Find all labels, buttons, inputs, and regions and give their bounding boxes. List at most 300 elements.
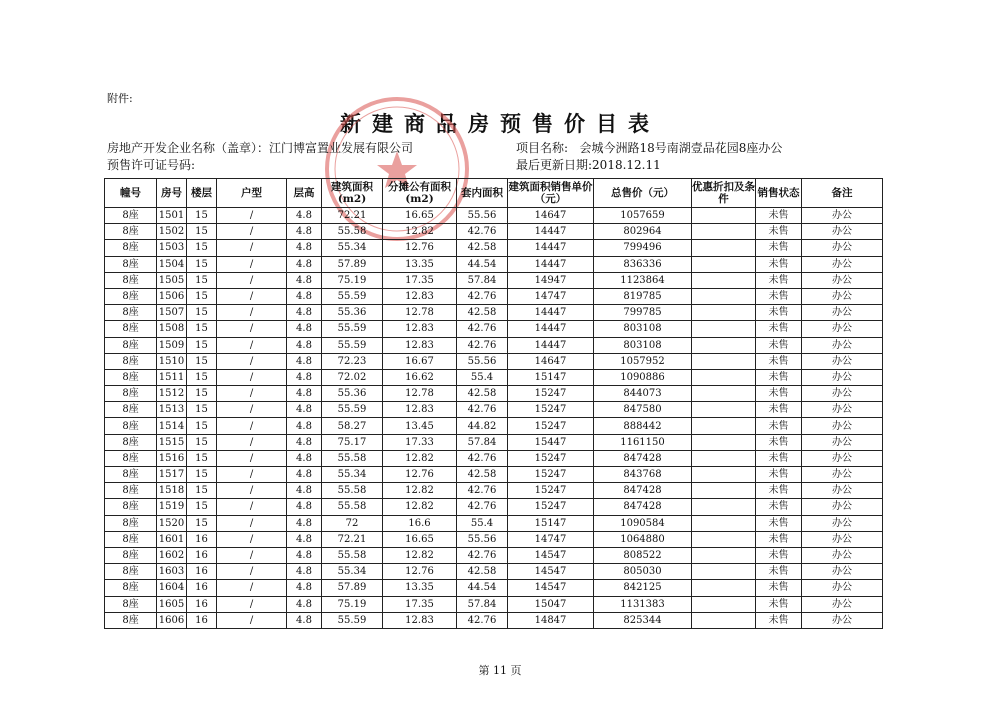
table-cell: 8座 [105,547,157,563]
column-header: 建筑面积(m2) [322,179,383,208]
project-name: 会城今洲路18号南湖壹品花园8座办公 [579,141,783,155]
table-cell: 15 [187,418,217,434]
table-cell: / [217,564,287,580]
table-cell: 15 [187,386,217,402]
table-cell: 15247 [508,386,594,402]
table-cell: 12.76 [383,467,457,483]
update-label: 最后更新日期: [516,158,593,172]
table-cell: 15 [187,499,217,515]
table-cell: 4.8 [287,402,322,418]
table-cell: / [217,256,287,272]
table-cell: 1509 [157,337,187,353]
table-cell: 8座 [105,434,157,450]
table-row [105,288,883,304]
table-cell: / [217,305,287,321]
table-cell: 42.58 [457,240,508,256]
table-cell: 42.76 [457,612,508,628]
table-cell: 1064880 [594,531,692,547]
table-cell: 803108 [594,337,692,353]
table-cell: 8座 [105,288,157,304]
table-cell: 未售 [756,256,802,272]
table-cell: 未售 [756,240,802,256]
table-cell: 15 [187,272,217,288]
table-cell [692,256,756,272]
table-cell: 1510 [157,353,187,369]
table-cell: 办公 [802,224,883,240]
table-cell: 55.58 [322,483,383,499]
table-row [105,467,883,483]
table-cell: 未售 [756,224,802,240]
table-cell: 14747 [508,531,594,547]
table-cell: 808522 [594,547,692,563]
table-cell [692,208,756,224]
table-cell: 14447 [508,337,594,353]
permit-label: 预售许可证号码: [107,158,196,172]
table-cell: 4.8 [287,564,322,580]
table-cell: 12.78 [383,305,457,321]
table-cell [692,321,756,337]
table-cell [692,612,756,628]
table-cell [692,402,756,418]
table-row [105,564,883,580]
table-cell: 4.8 [287,580,322,596]
table-cell: 8座 [105,564,157,580]
table-cell: 15 [187,434,217,450]
table-cell: 未售 [756,321,802,337]
table-header-row [105,179,883,208]
table-cell: 14447 [508,240,594,256]
column-header: 幢号 [105,179,157,208]
table-cell: 42.76 [457,450,508,466]
table-cell: 12.82 [383,499,457,515]
table-cell: 办公 [802,208,883,224]
table-row [105,434,883,450]
table-cell: 55.59 [322,321,383,337]
table-cell: 1604 [157,580,187,596]
table-cell: 42.58 [457,564,508,580]
table-cell: 14447 [508,305,594,321]
update-date: 2018.12.11 [592,158,661,172]
table-cell: 1514 [157,418,187,434]
table-cell: 42.76 [457,402,508,418]
table-cell [692,288,756,304]
table-cell: 办公 [802,288,883,304]
table-cell: 办公 [802,240,883,256]
table-cell: 8座 [105,483,157,499]
table-row [105,272,883,288]
table-cell: 842125 [594,580,692,596]
table-cell: / [217,224,287,240]
table-cell: 15 [187,256,217,272]
table-cell: 844073 [594,386,692,402]
table-cell: 12.83 [383,321,457,337]
table-cell: 1090886 [594,369,692,385]
table-cell: 1605 [157,596,187,612]
table-row [105,515,883,531]
table-cell: 17.35 [383,596,457,612]
table-cell: 办公 [802,467,883,483]
table-cell: / [217,240,287,256]
table-cell: 888442 [594,418,692,434]
table-cell: 4.8 [287,515,322,531]
table-cell: 办公 [802,612,883,628]
page-number: 第 11 页 [478,664,522,677]
table-cell: 办公 [802,321,883,337]
table-cell: 802964 [594,224,692,240]
table-cell: 16 [187,612,217,628]
table-cell: 1603 [157,564,187,580]
table-cell: 8座 [105,418,157,434]
column-header: 销售状态 [756,179,802,208]
table-cell: 8座 [105,580,157,596]
table-cell: 72.02 [322,369,383,385]
table-cell: 55.4 [457,515,508,531]
table-cell: 1503 [157,240,187,256]
table-cell: / [217,483,287,499]
table-cell: 1123864 [594,272,692,288]
table-cell: 4.8 [287,418,322,434]
table-cell: 未售 [756,531,802,547]
table-cell: 未售 [756,547,802,563]
table-cell: 15247 [508,450,594,466]
table-cell: / [217,369,287,385]
table-cell: 15 [187,208,217,224]
table-cell: / [217,321,287,337]
table-cell: 14647 [508,353,594,369]
table-cell: 15 [187,305,217,321]
table-cell: 4.8 [287,612,322,628]
table-cell: 15 [187,224,217,240]
table-cell: 4.8 [287,353,322,369]
table-cell: 8座 [105,240,157,256]
table-row [105,256,883,272]
table-cell: 12.83 [383,288,457,304]
table-cell: 12.78 [383,386,457,402]
table-cell: 未售 [756,467,802,483]
table-cell: 8座 [105,369,157,385]
table-cell: 55.58 [322,224,383,240]
table-cell: 57.84 [457,272,508,288]
table-cell [692,369,756,385]
table-cell: 8座 [105,337,157,353]
table-cell: 4.8 [287,224,322,240]
table-cell: 4.8 [287,467,322,483]
table-cell: 1602 [157,547,187,563]
table-cell: 14447 [508,321,594,337]
table-cell: 办公 [802,256,883,272]
table-cell: 15247 [508,402,594,418]
table-cell [692,467,756,483]
table-cell: 825344 [594,612,692,628]
table-cell: 12.82 [383,450,457,466]
table-cell: 16 [187,580,217,596]
table-cell [692,564,756,580]
table-cell: / [217,402,287,418]
table-cell: 75.17 [322,434,383,450]
table-cell: 16.6 [383,515,457,531]
table-cell: 4.8 [287,386,322,402]
table-cell: 4.8 [287,531,322,547]
table-cell [692,531,756,547]
table-cell: 55.56 [457,353,508,369]
table-cell: 15247 [508,483,594,499]
table-row [105,321,883,337]
table-cell: 1508 [157,321,187,337]
table-cell: 55.59 [322,402,383,418]
table-cell: 55.56 [457,531,508,547]
table-cell: 8座 [105,321,157,337]
table-cell: 16 [187,531,217,547]
table-cell: 未售 [756,483,802,499]
table-cell: 1161150 [594,434,692,450]
table-cell: 1506 [157,288,187,304]
table-cell: 8座 [105,402,157,418]
table-cell: 12.76 [383,564,457,580]
table-cell: 4.8 [287,434,322,450]
table-cell: 15147 [508,515,594,531]
table-cell: 办公 [802,515,883,531]
table-cell: 未售 [756,450,802,466]
table-cell: 15 [187,337,217,353]
table-cell: 72 [322,515,383,531]
table-cell: 12.83 [383,337,457,353]
table-cell: 16.65 [383,208,457,224]
table-row [105,386,883,402]
table-cell: 办公 [802,547,883,563]
table-cell: 未售 [756,288,802,304]
project-line [516,139,782,156]
table-row [105,240,883,256]
table-cell: 1606 [157,612,187,628]
table-cell: 847428 [594,483,692,499]
table-cell: 办公 [802,499,883,515]
table-cell: 847428 [594,499,692,515]
table-cell: 16.62 [383,369,457,385]
table-cell: 12.82 [383,547,457,563]
column-header: 楼层 [187,179,217,208]
table-row [105,224,883,240]
table-cell: / [217,208,287,224]
table-cell: 72.21 [322,531,383,547]
table-cell: 14847 [508,612,594,628]
table-cell: / [217,418,287,434]
table-row [105,596,883,612]
table-cell: 42.76 [457,499,508,515]
table-cell: 75.19 [322,596,383,612]
table-cell: 4.8 [287,499,322,515]
table-cell: 16.67 [383,353,457,369]
table-cell [692,305,756,321]
table-cell: 42.76 [457,483,508,499]
table-cell: 1057952 [594,353,692,369]
table-cell [692,515,756,531]
table-cell: 14447 [508,256,594,272]
table-cell: 8座 [105,612,157,628]
table-cell: 15 [187,483,217,499]
table-cell: 15247 [508,499,594,515]
table-cell: 办公 [802,272,883,288]
table-row [105,499,883,515]
table-cell: 8座 [105,272,157,288]
table-cell: 843768 [594,467,692,483]
table-cell: 4.8 [287,547,322,563]
table-cell: 8座 [105,499,157,515]
table-cell: 16 [187,547,217,563]
table-cell [692,240,756,256]
table-row [105,450,883,466]
table-cell: 1519 [157,499,187,515]
table-cell: / [217,580,287,596]
table-row [105,337,883,353]
table-cell: 4.8 [287,337,322,353]
table-cell: 14647 [508,208,594,224]
table-cell: 836336 [594,256,692,272]
table-cell: 15 [187,450,217,466]
table-row [105,353,883,369]
table-cell: 1518 [157,483,187,499]
table-cell: / [217,596,287,612]
table-cell: 未售 [756,402,802,418]
table-cell [692,547,756,563]
table-cell: 42.76 [457,321,508,337]
table-cell [692,596,756,612]
table-cell: 57.84 [457,596,508,612]
table-cell: 未售 [756,515,802,531]
table-cell: 1505 [157,272,187,288]
table-cell: 4.8 [287,483,322,499]
table-cell: 12.83 [383,402,457,418]
table-cell: 办公 [802,434,883,450]
table-cell: / [217,531,287,547]
table-cell: 14547 [508,547,594,563]
table-cell: 847428 [594,450,692,466]
table-cell: 8座 [105,467,157,483]
table-cell: 未售 [756,369,802,385]
page-title: 新建商品房预售价目表 [340,111,660,136]
table-cell: 55.59 [322,337,383,353]
table-cell: 办公 [802,337,883,353]
table-cell: 55.56 [457,208,508,224]
table-cell: 办公 [802,369,883,385]
table-cell: 17.33 [383,434,457,450]
table-cell: 办公 [802,450,883,466]
table-cell: 42.58 [457,386,508,402]
table-cell: 办公 [802,531,883,547]
table-cell: 1501 [157,208,187,224]
table-cell: 4.8 [287,369,322,385]
table-cell: 12.82 [383,224,457,240]
table-cell: 12.76 [383,240,457,256]
table-cell: 799785 [594,305,692,321]
table-cell: 办公 [802,418,883,434]
table-cell [692,386,756,402]
column-header: 分摊公有面积(m2) [383,179,457,208]
price-table [104,178,883,629]
table-cell: 4.8 [287,450,322,466]
table-cell: 办公 [802,305,883,321]
table-cell: 1516 [157,450,187,466]
table-cell: 未售 [756,612,802,628]
table-cell: 办公 [802,596,883,612]
table-cell: 8座 [105,224,157,240]
table-cell: 8座 [105,208,157,224]
column-header: 户型 [217,179,287,208]
table-cell: 4.8 [287,256,322,272]
project-label: 项目名称: [516,141,569,155]
table-cell: 8座 [105,256,157,272]
table-cell: 55.36 [322,386,383,402]
table-row [105,369,883,385]
table-cell: 44.82 [457,418,508,434]
table-cell: 803108 [594,321,692,337]
table-cell: 55.34 [322,240,383,256]
table-cell: / [217,337,287,353]
table-cell: 办公 [802,386,883,402]
column-header: 套内面积 [457,179,508,208]
table-cell [692,434,756,450]
table-cell: 16 [187,564,217,580]
table-cell: 办公 [802,580,883,596]
table-cell: 1131383 [594,596,692,612]
table-cell: 8座 [105,386,157,402]
developer-name: 江门博富置业发展有限公司 [269,141,414,155]
table-cell: 4.8 [287,240,322,256]
table-cell: / [217,386,287,402]
table-cell: 57.84 [457,434,508,450]
table-cell: 未售 [756,386,802,402]
table-cell: 799496 [594,240,692,256]
column-header: 建筑面积销售单价（元） [508,179,594,208]
table-cell: 55.58 [322,450,383,466]
table-cell: 15 [187,240,217,256]
table-cell: 42.76 [457,547,508,563]
table-cell: / [217,288,287,304]
table-cell: 办公 [802,402,883,418]
developer-line [107,139,413,156]
table-cell: 未售 [756,596,802,612]
table-cell: 42.76 [457,288,508,304]
table-cell: 14447 [508,224,594,240]
table-cell: / [217,272,287,288]
table-cell: / [217,499,287,515]
table-cell: 42.58 [457,467,508,483]
table-cell: 未售 [756,564,802,580]
table-row [105,531,883,547]
permit-line [107,156,195,173]
table-cell: 847580 [594,402,692,418]
table-cell: 1507 [157,305,187,321]
table-cell: 1512 [157,386,187,402]
table-cell: 819785 [594,288,692,304]
table-cell: / [217,467,287,483]
table-cell: 15047 [508,596,594,612]
table-cell: 12.82 [383,483,457,499]
table-cell: 1057659 [594,208,692,224]
table-cell: 15 [187,369,217,385]
column-header: 总售价（元） [594,179,692,208]
table-cell: 15147 [508,369,594,385]
table-cell: 1520 [157,515,187,531]
table-cell: 1601 [157,531,187,547]
table-cell: 1511 [157,369,187,385]
table-cell: 8座 [105,353,157,369]
table-cell: 8座 [105,450,157,466]
table-row [105,483,883,499]
column-header: 备注 [802,179,883,208]
column-header: 优惠折扣及条件 [692,179,756,208]
table-cell: 未售 [756,208,802,224]
table-cell: 12.83 [383,612,457,628]
